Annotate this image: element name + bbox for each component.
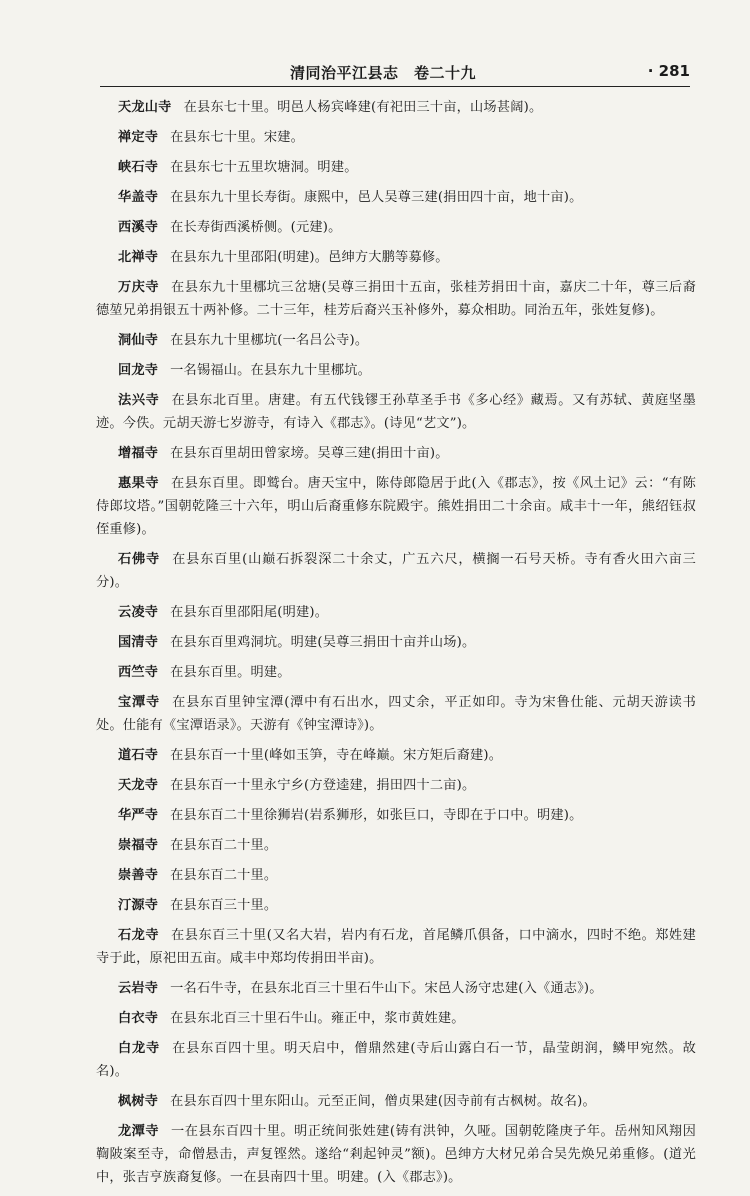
entry	[96, 631, 696, 654]
entry-text: 在县东百里。即鹫台。唐天宝中，陈侍郎隐居于此(入《郡志》，按《风土记》云：“有陈侍郎坟塔。”国朝乾隆三十六年，明山后裔重修东院殿宇。熊姓捐田二十余亩。咸丰十一年，熊绍钰叔侄重修)。	[96, 476, 696, 537]
entry-text: 在县东百里鸡洞坑。明建(吴尊三捐田十亩并山场)。	[170, 635, 476, 650]
temple-name: 云凌寺	[118, 605, 159, 620]
entry	[96, 186, 696, 209]
temple-name: 法兴寺	[118, 393, 160, 408]
entry-text: 在县东百里。明建。	[170, 665, 291, 680]
temple-name: 西竺寺	[118, 665, 159, 680]
temple-name: 崇善寺	[118, 868, 159, 883]
entry-text: 在县东百二十里徐狮岩(岩系狮形，如张巨口，寺即在于口中。明建)。	[170, 808, 583, 823]
entry-text: 一在县东百四十里。明正统间张姓建(铸有洪钟，久哑。国朝乾隆庚子年。岳州知风翔因鞫陂案至寺，命僧悬击，声复铿然。遂给“剎起钟灵”额)。邑绅方大材兄弟合吴先焕兄弟重修。(道光中，张吉亨族裔复修。一在县南四十里。明建。(入《郡志》)。	[96, 1124, 696, 1185]
entry	[96, 977, 696, 1000]
entry	[96, 601, 696, 624]
entry-text: 在县东七十五里坎塘洞。明建。	[170, 160, 358, 175]
entry	[96, 864, 696, 887]
temple-name: 龙潭寺	[118, 1124, 160, 1139]
entry-text: 在长寿街西溪桥侧。(元建)。	[170, 220, 342, 235]
temple-name: 增福寺	[118, 446, 159, 461]
entry	[96, 96, 696, 119]
header-rule	[100, 86, 690, 87]
entry	[96, 216, 696, 239]
entry	[96, 276, 696, 322]
temple-name: 华盖寺	[118, 190, 159, 205]
entry-text: 在县东百一十里永宁乡(方登逵建，捐田四十二亩)。	[170, 778, 476, 793]
entry-text: 在县东百二十里。	[170, 868, 278, 883]
entry-text: 在县东九十里长寿街。康熙中，邑人吴尊三建(捐田四十亩，地十亩)。	[170, 190, 583, 205]
temple-name: 天龙寺	[118, 778, 159, 793]
temple-name: 国清寺	[118, 635, 159, 650]
temple-name: 白龙寺	[118, 1041, 161, 1056]
entry	[96, 548, 696, 594]
entry	[96, 894, 696, 917]
temple-name: 禅定寺	[118, 130, 159, 145]
temple-name: 惠果寺	[118, 476, 159, 491]
entry-text: 在县东九十里梛坑(一名吕公寺)。	[170, 333, 369, 348]
entry	[96, 804, 696, 827]
entry	[96, 389, 696, 435]
entry	[96, 472, 696, 541]
entry-text: 在县东九十里邵阳(明建)。邑绅方大鹏等募修。	[170, 250, 449, 265]
entry-text: 在县东北百里。唐建。有五代钱镠王孙草圣手书《多心经》藏焉。又有苏轼、黄庭坚墨迹。今佚。元胡天游七岁游寺，有诗入《郡志》。(诗见“艺文”)。	[96, 393, 696, 431]
temple-name: 石龙寺	[118, 928, 160, 943]
entry	[96, 834, 696, 857]
temple-name: 西溪寺	[118, 220, 159, 235]
entry-text: 在县东百里胡田曾家塝。吴尊三建(捐田十亩)。	[170, 446, 449, 461]
temple-name: 宝潭寺	[118, 695, 161, 710]
entry-text: 在县东百里(山巅石拆裂深二十余丈，广五六尺，横搁一石号天桥。寺有香火田六亩三分)。	[96, 552, 696, 590]
entry-text: 在县东百三十里(又名大岩，岩内有石龙，首尾鳞爪俱备，口中滴水，四时不绝。郑姓建寺于此，原祀田五亩。咸丰中郑均传捐田半亩)。	[96, 928, 696, 966]
entry-text: 在县东百四十里东阳山。元至正间，僧贞果建(因寺前有古枫树。故名)。	[170, 1094, 596, 1109]
temple-name: 回龙寺	[118, 363, 159, 378]
temple-name: 天龙山寺	[118, 100, 172, 115]
temple-name: 峡石寺	[118, 160, 159, 175]
entry	[96, 744, 696, 767]
temple-name: 云岩寺	[118, 981, 159, 996]
temple-name: 华严寺	[118, 808, 159, 823]
entry	[96, 246, 696, 269]
entry	[96, 1007, 696, 1030]
entry	[96, 1090, 696, 1113]
entry	[96, 329, 696, 352]
temple-name: 万庆寺	[118, 280, 160, 295]
temple-name: 道石寺	[118, 748, 159, 763]
entry	[96, 126, 696, 149]
entries-list	[96, 96, 696, 1196]
entry	[96, 774, 696, 797]
entry-text: 在县东北百三十里石牛山。雍正中，浆市黄姓建。	[170, 1011, 465, 1026]
entry-text: 在县东百一十里(峰如玉笋，寺在峰巅。宋方矩后裔建)。	[170, 748, 503, 763]
entry-text: 在县东九十里梛坑三岔塘(吴尊三捐田十五亩，张桂芳捐田十亩，嘉庆二十年，尊三后裔德堃兄弟捐银五十两补修。二十三年，桂芳后裔兴玉补修外，募众相助。同治五年，张姓复修)。	[96, 280, 696, 318]
temple-name: 白衣寺	[118, 1011, 159, 1026]
entry-text: 在县东百里钟宝潭(潭中有石出水，四丈余，平正如印。寺为宋鲁仕能、元胡天游读书处。仕能有《宝潭语录》。天游有《钟宝潭诗》)。	[96, 695, 696, 733]
page-number: · 281	[647, 62, 690, 80]
page-header	[100, 62, 690, 84]
entry	[96, 924, 696, 970]
entry-text: 在县东七十里。宋建。	[170, 130, 305, 145]
entry	[96, 442, 696, 465]
entry-text: 在县东百四十里。明天启中，僧鼎然建(寺后山露白石一节，晶莹朗润，鳞甲宛然。故名)。	[96, 1041, 696, 1079]
entry-text: 在县东百三十里。	[170, 898, 278, 913]
temple-name: 北禅寺	[118, 250, 159, 265]
temple-name: 洞仙寺	[118, 333, 159, 348]
entry-text: 一名锡福山。在县东九十里梛坑。	[170, 363, 371, 378]
entry-text: 一名石牛寺，在县东北百三十里石牛山下。宋邑人汤守忠建(入《通志》)。	[170, 981, 603, 996]
entry	[96, 156, 696, 179]
entry-text: 在县东百里邵阳尾(明建)。	[170, 605, 329, 620]
entry	[96, 1120, 696, 1189]
temple-name: 石佛寺	[118, 552, 161, 567]
entry-text: 在县东百二十里。	[170, 838, 278, 853]
temple-name: 枫树寺	[118, 1094, 159, 1109]
temple-name: 崇福寺	[118, 838, 159, 853]
entry	[96, 1037, 696, 1083]
entry	[96, 661, 696, 684]
entry-text: 在县东七十里。明邑人杨宾峰建(有祀田三十亩，山场甚阔)。	[183, 100, 543, 115]
entry	[96, 691, 696, 737]
temple-name: 汀源寺	[118, 898, 159, 913]
header-title: 清同治平江县志 卷二十九	[290, 64, 477, 82]
entry	[96, 359, 696, 382]
